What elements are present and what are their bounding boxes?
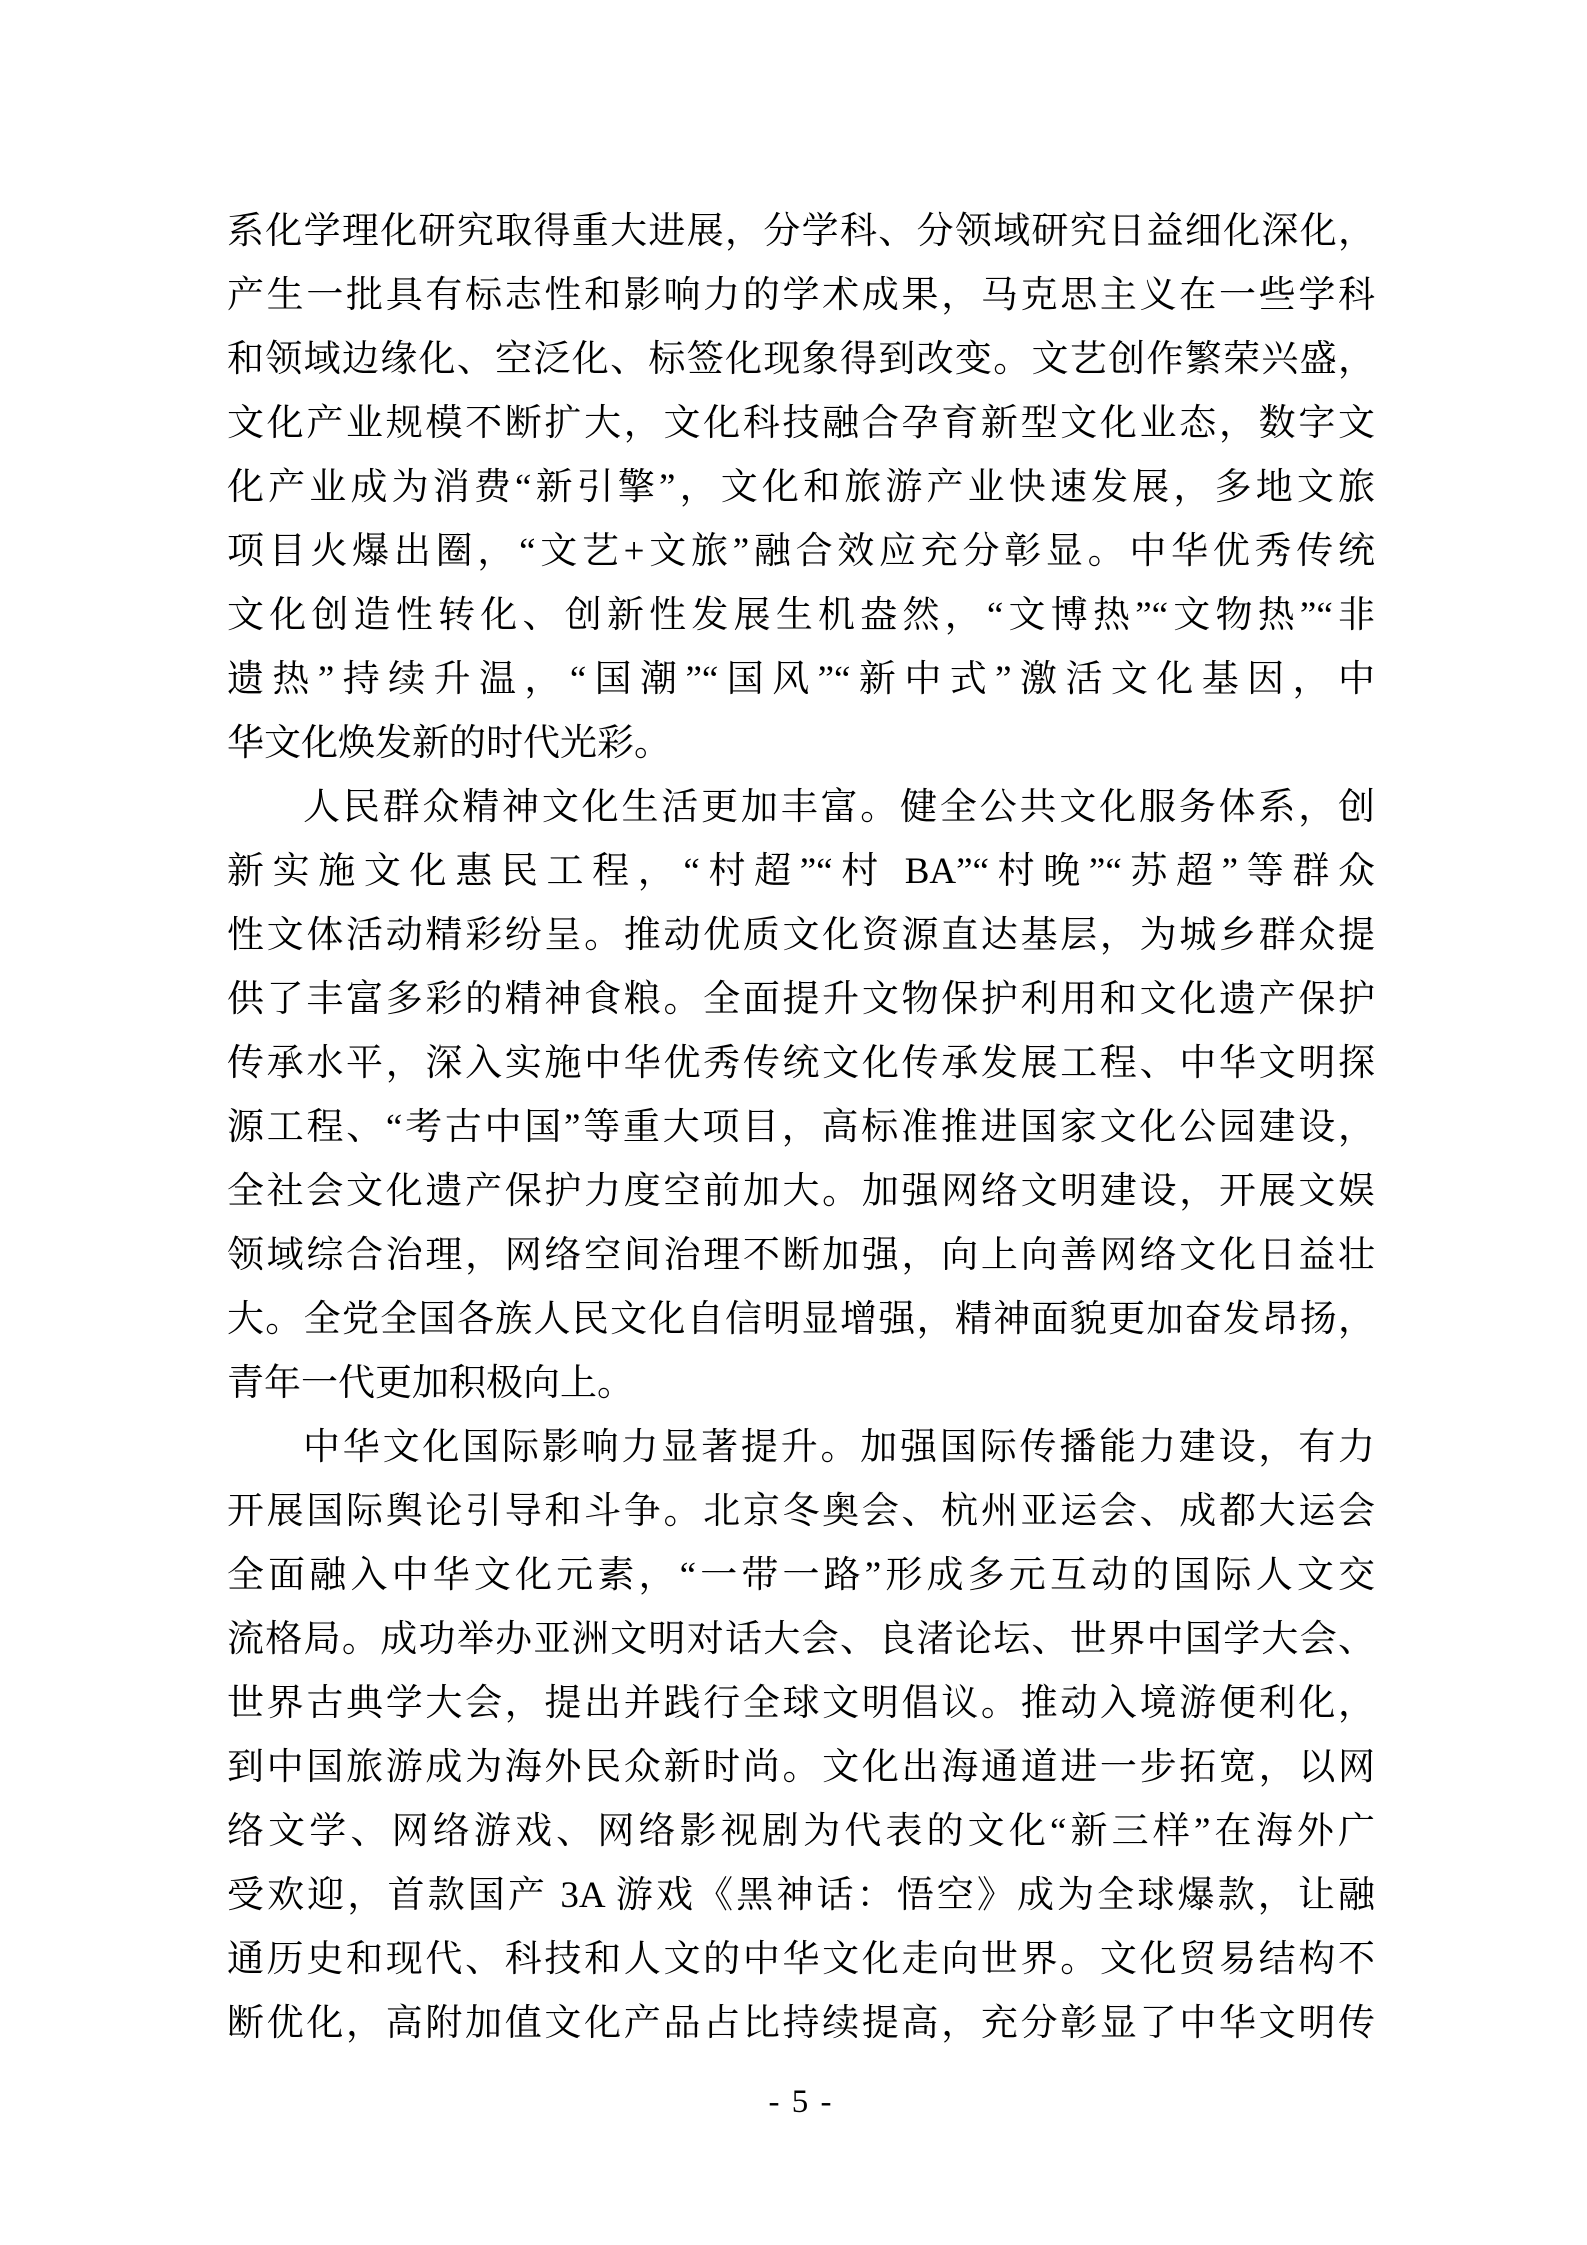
text-line: 遗热”持续升温，“国潮”“国风”“新中式”激活文化基因，中: [227, 659, 1375, 700]
document-body: [227, 200, 1375, 2056]
text-line: 世界古典学大会，提出并践行全球文明倡议。推动入境游便利化，: [227, 1683, 1375, 1724]
text-line: 受欢迎，首款国产 3A 游戏《黑神话：悟空》成为全球爆款，让融: [227, 1875, 1375, 1916]
text-line: 人民群众精神文化生活更加丰富。健全公共文化服务体系，创: [303, 787, 1375, 828]
paragraph: [227, 1416, 1375, 2056]
text-line: 化产业成为消费“新引擎”，文化和旅游产业快速发展，多地文旅: [227, 467, 1375, 508]
text-line: 到中国旅游成为海外民众新时尚。文化出海通道进一步拓宽，以网: [227, 1747, 1375, 1788]
text-line: 大。全党全国各族人民文化自信明显增强，精神面貌更加奋发昂扬，: [227, 1299, 1375, 1340]
text-line: 源工程、“考古中国”等重大项目，高标准推进国家文化公园建设，: [227, 1107, 1375, 1148]
text-line: 文化创造性转化、创新性发展生机盎然，“文博热”“文物热”“非: [227, 595, 1375, 636]
text-line: 新实施文化惠民工程，“村超”“村 BA”“村晚”“苏超”等群众: [227, 851, 1375, 892]
text-line: 供了丰富多彩的精神食粮。全面提升文物保护利用和文化遗产保护: [227, 979, 1375, 1020]
text-line: 和领域边缘化、空泛化、标签化现象得到改变。文艺创作繁荣兴盛，: [227, 339, 1375, 380]
text-line: 全面融入中华文化元素，“一带一路”形成多元互动的国际人文交: [227, 1555, 1375, 1596]
text-line: 系化学理化研究取得重大进展，分学科、分领域研究日益细化深化，: [227, 211, 1375, 252]
text-line: 断优化，高附加值文化产品占比持续提高，充分彰显了中华文明传: [227, 2003, 1375, 2044]
text-line: 开展国际舆论引导和斗争。北京冬奥会、杭州亚运会、成都大运会: [227, 1491, 1375, 1532]
paragraph: [227, 200, 1375, 776]
text-line: 华文化焕发新的时代光彩。: [227, 723, 671, 764]
text-line: 性文体活动精彩纷呈。推动优质文化资源直达基层，为城乡群众提: [227, 915, 1375, 956]
text-line: 青年一代更加积极向上。: [227, 1363, 634, 1404]
text-line: 中华文化国际影响力显著提升。加强国际传播能力建设，有力: [303, 1427, 1375, 1468]
text-line: 络文学、网络游戏、网络影视剧为代表的文化“新三样”在海外广: [227, 1811, 1375, 1852]
paragraph: [227, 776, 1375, 1416]
text-line: 领域综合治理，网络空间治理不断加强，向上向善网络文化日益壮: [227, 1235, 1375, 1276]
page-number: - 5 -: [768, 2084, 834, 2120]
text-line: 通历史和现代、科技和人文的中华文化走向世界。文化贸易结构不: [227, 1939, 1375, 1980]
text-line: 流格局。成功举办亚洲文明对话大会、良渚论坛、世界中国学大会、: [227, 1619, 1375, 1660]
text-line: 产生一批具有标志性和影响力的学术成果，马克思主义在一些学科: [227, 275, 1375, 316]
text-line: 传承水平，深入实施中华优秀传统文化传承发展工程、中华文明探: [227, 1043, 1375, 1084]
text-line: 项目火爆出圈，“文艺+文旅”融合效应充分彰显。中华优秀传统: [227, 531, 1375, 572]
text-line: 全社会文化遗产保护力度空前加大。加强网络文明建设，开展文娱: [227, 1171, 1375, 1212]
text-line: 文化产业规模不断扩大，文化科技融合孕育新型文化业态，数字文: [227, 403, 1375, 444]
